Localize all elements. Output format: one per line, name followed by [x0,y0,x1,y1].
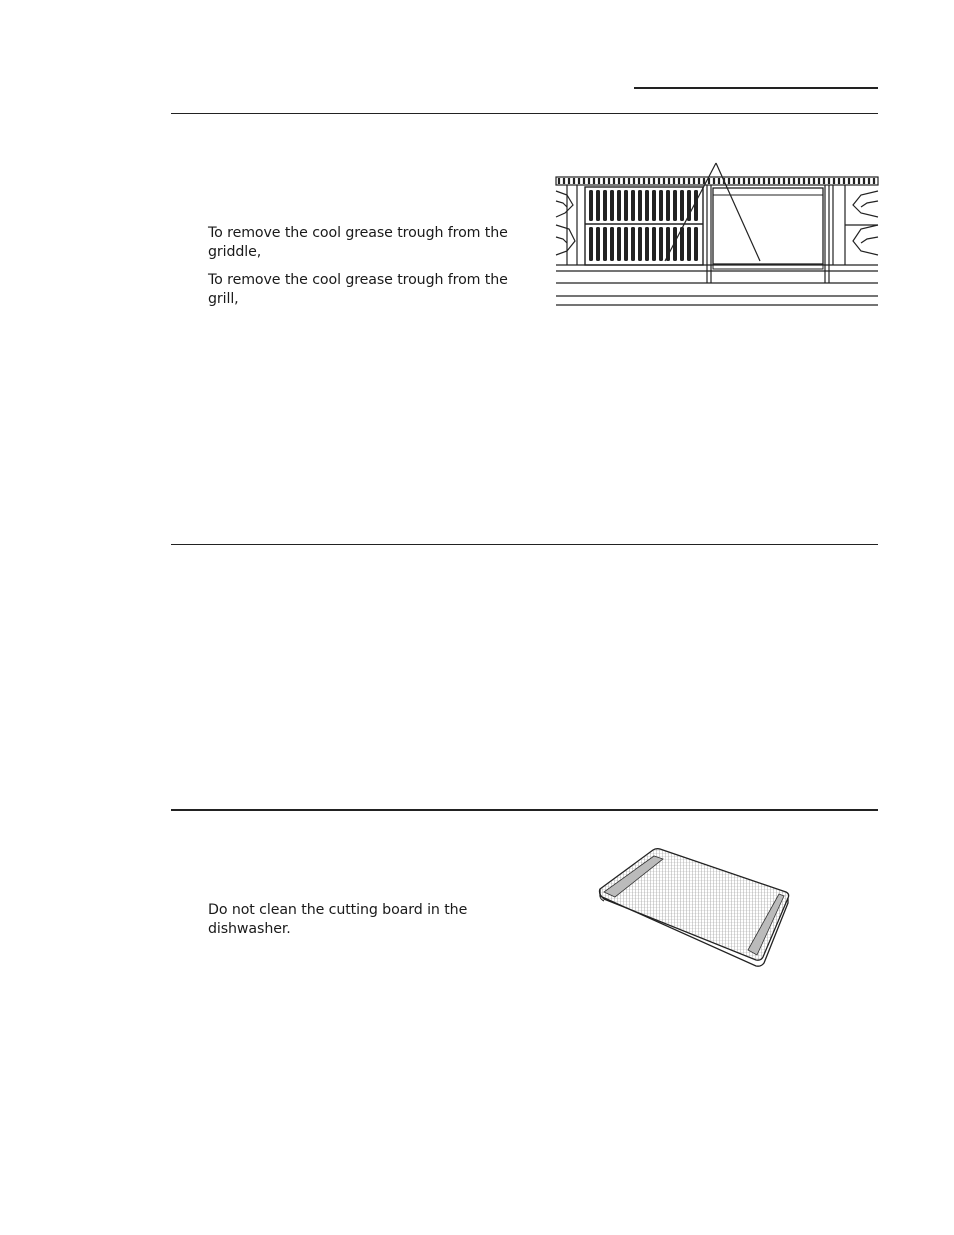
grill-griddle-cooktop-illustration [555,155,879,310]
section-divider-bottom [171,809,878,811]
cutting-board-illustration [596,844,796,970]
header-rule-short [634,87,878,89]
section-divider-top [171,113,878,114]
cutting-board-text: Do not clean the cutting board in the dishwasher. [208,902,468,937]
griddle-trough-text: To remove the cool grease trough from the griddle, [208,225,508,260]
grill-trough-text: To remove the cool grease trough from the grill, [208,272,508,307]
section-divider-middle [171,544,878,545]
